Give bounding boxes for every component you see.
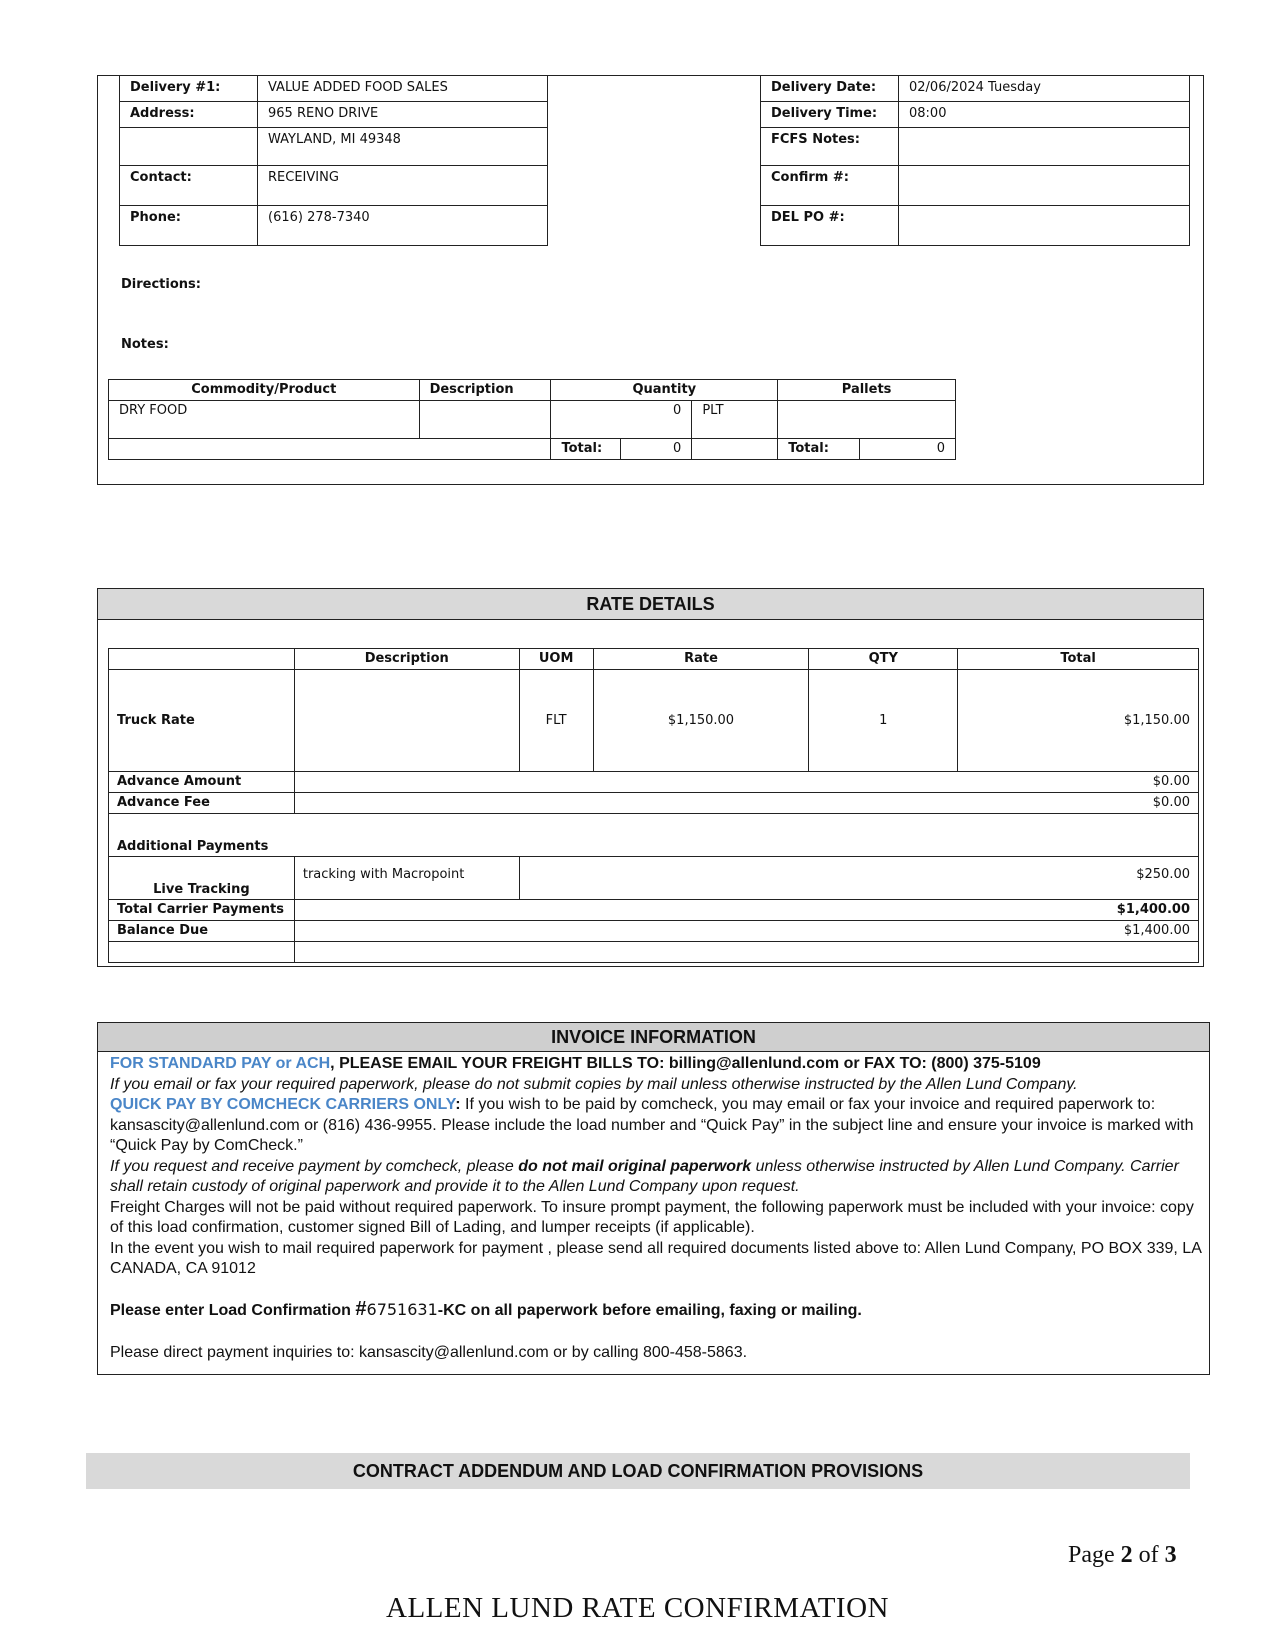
quantity-cell: 0 xyxy=(551,401,692,439)
advance-amount-value: $0.00 xyxy=(294,772,1198,793)
comcheck-text-c: unless otherwise instructed by Allen Lund Company. Carrier shall retain custody of original paperwork and provide it to the Allen Lund Company upon request. xyxy=(110,1157,1179,1195)
pallets-total-label: Total: xyxy=(778,439,860,460)
total-row-spacer xyxy=(109,439,551,460)
page-word: Page xyxy=(1068,1542,1121,1568)
rate-blank-value xyxy=(294,942,1198,963)
phone-value: (616) 278-7340 xyxy=(258,206,548,246)
product-description-cell xyxy=(419,401,551,439)
rate-blank-label xyxy=(109,942,295,963)
footer-title: ALLEN LUND RATE CONFIRMATION xyxy=(386,1592,889,1624)
fcfs-notes-label: FCFS Notes: xyxy=(761,128,899,166)
notes-label: Notes: xyxy=(121,337,169,352)
qty-header: QTY xyxy=(809,649,958,670)
delivery-label: Delivery #1: xyxy=(120,76,258,102)
load-text-a: Please enter Load Confirmation xyxy=(110,1301,356,1319)
commodity-header: Commodity/Product xyxy=(109,380,420,401)
truck-rate-label: Truck Rate xyxy=(109,670,295,772)
invoice-title: INVOICE INFORMATION xyxy=(97,1022,1210,1052)
advance-fee-value: $0.00 xyxy=(294,793,1198,814)
truck-rate-total: $1,150.00 xyxy=(958,670,1199,772)
confirm-label: Confirm #: xyxy=(761,166,899,206)
page-current: 2 xyxy=(1120,1542,1133,1568)
rate-header: Rate xyxy=(593,649,809,670)
quantity-total-label: Total: xyxy=(551,439,621,460)
phone-label: Phone: xyxy=(120,206,258,246)
address-line1: 965 RENO DRIVE xyxy=(258,102,548,128)
truck-rate-description xyxy=(294,670,519,772)
freight-charges-paragraph: Freight Charges will not be paid without required paperwork. To insure prompt payment, the following paperwork must be included with your invoice: copy of this load confirmation, customer signed Bill of Lading, and lumper receipts (if applicable). xyxy=(110,1198,1194,1236)
product-cell: DRY FOOD xyxy=(109,401,420,439)
standard-pay-heading: FOR STANDARD PAY or ACH xyxy=(110,1055,331,1072)
billing-email-text: , PLEASE EMAIL YOUR FREIGHT BILLS TO: billing@allenlund.com or FAX TO: (800) 375-5109 xyxy=(330,1055,1041,1072)
standard-pay-line xyxy=(110,1054,1202,1075)
delivery-time-value: 08:00 xyxy=(899,102,1190,128)
pallets-header: Pallets xyxy=(778,380,956,401)
address-line2: WAYLAND, MI 49348 xyxy=(258,128,548,166)
live-tracking-label: Live Tracking xyxy=(109,857,295,900)
rate-header-blank xyxy=(109,649,295,670)
quick-pay-heading: QUICK PAY BY COMCHECK CARRIERS ONLY xyxy=(110,1096,456,1113)
load-number: 6751631 xyxy=(366,1299,438,1319)
truck-rate-rate: $1,150.00 xyxy=(593,670,809,772)
advance-fee-label: Advance Fee xyxy=(109,793,295,814)
address-label: Address: xyxy=(120,102,258,128)
address-label-blank xyxy=(120,128,258,166)
mail-address-paragraph: In the event you wish to mail required paperwork for payment , please send all required documents listed above to: Allen Lund Company, PO BOX 339, LA CANADA, CA 91012 xyxy=(110,1239,1201,1277)
quantity-total-blank xyxy=(692,439,778,460)
pallets-cell xyxy=(778,401,956,439)
commodity-table xyxy=(108,379,956,460)
uom-header: UOM xyxy=(519,649,593,670)
load-text-b: -KC on all paperwork before emailing, faxing or mailing. xyxy=(437,1301,862,1319)
delivery-schedule-table xyxy=(760,75,1190,246)
confirm-value xyxy=(899,166,1190,206)
quick-pay-paragraph xyxy=(110,1095,1202,1157)
load-hash: # xyxy=(355,1297,367,1320)
rate-table xyxy=(108,648,1199,963)
advance-amount-label: Advance Amount xyxy=(109,772,295,793)
total-carrier-label: Total Carrier Payments xyxy=(109,900,295,921)
delivery-address-table xyxy=(119,75,548,246)
contract-addendum-bar: CONTRACT ADDENDUM AND LOAD CONFIRMATION PROVISIONS xyxy=(86,1453,1190,1489)
delivery-date-value: 02/06/2024 Tuesday xyxy=(899,76,1190,102)
mail-copies-note: If you email or fax your required paperwork, please do not submit copies by mail unless otherwise instructed by the Allen Lund Company. xyxy=(110,1075,1078,1093)
payment-inquiries-line: Please direct payment inquiries to: kansascity@allenlund.com or by calling 800-458-5863. xyxy=(110,1344,748,1361)
rate-description-header: Description xyxy=(294,649,519,670)
quantity-header: Quantity xyxy=(551,380,778,401)
page-total: 3 xyxy=(1164,1542,1177,1568)
contact-value: RECEIVING xyxy=(258,166,548,206)
total-carrier-value: $1,400.00 xyxy=(294,900,1198,921)
delivery-date-label: Delivery Date: xyxy=(761,76,899,102)
live-tracking-description: tracking with Macropoint xyxy=(294,857,519,900)
page-number xyxy=(1068,1542,1177,1569)
quick-pay-text: If you wish to be paid by comcheck, you may email or fax your invoice and required paperwork to: kansascity@allenlund.com or (816) 436-9955. Please include the load number and “Quick Pay” in the subject line and ensure your invoice is marked with “Quick Pay by ComCheck.” xyxy=(110,1096,1194,1154)
truck-rate-qty: 1 xyxy=(809,670,958,772)
del-po-value xyxy=(899,206,1190,246)
quantity-total-value: 0 xyxy=(621,439,692,460)
quick-pay-colon: : xyxy=(455,1096,461,1113)
del-po-label: DEL PO #: xyxy=(761,206,899,246)
quantity-unit-cell: PLT xyxy=(692,401,778,439)
truck-rate-uom: FLT xyxy=(519,670,593,772)
delivery-name: VALUE ADDED FOOD SALES xyxy=(258,76,548,102)
additional-payments-label: Additional Payments xyxy=(109,814,1199,857)
description-header: Description xyxy=(419,380,551,401)
invoice-body xyxy=(110,1054,1202,1364)
comcheck-paragraph xyxy=(110,1157,1202,1198)
load-confirmation-line xyxy=(110,1299,1202,1322)
pallets-total-value: 0 xyxy=(860,439,956,460)
delivery-time-label: Delivery Time: xyxy=(761,102,899,128)
balance-due-label: Balance Due xyxy=(109,921,295,942)
comcheck-emphasis: do not mail original paperwork xyxy=(518,1157,752,1175)
balance-due-value: $1,400.00 xyxy=(294,921,1198,942)
page-of: of xyxy=(1132,1542,1165,1568)
comcheck-text-a: If you request and receive payment by comcheck, please xyxy=(110,1157,519,1175)
live-tracking-value: $250.00 xyxy=(519,857,1198,900)
fcfs-notes-value xyxy=(899,128,1190,166)
contact-label: Contact: xyxy=(120,166,258,206)
directions-label: Directions: xyxy=(121,277,201,292)
total-header: Total xyxy=(958,649,1199,670)
rate-details-title: RATE DETAILS xyxy=(97,588,1204,620)
